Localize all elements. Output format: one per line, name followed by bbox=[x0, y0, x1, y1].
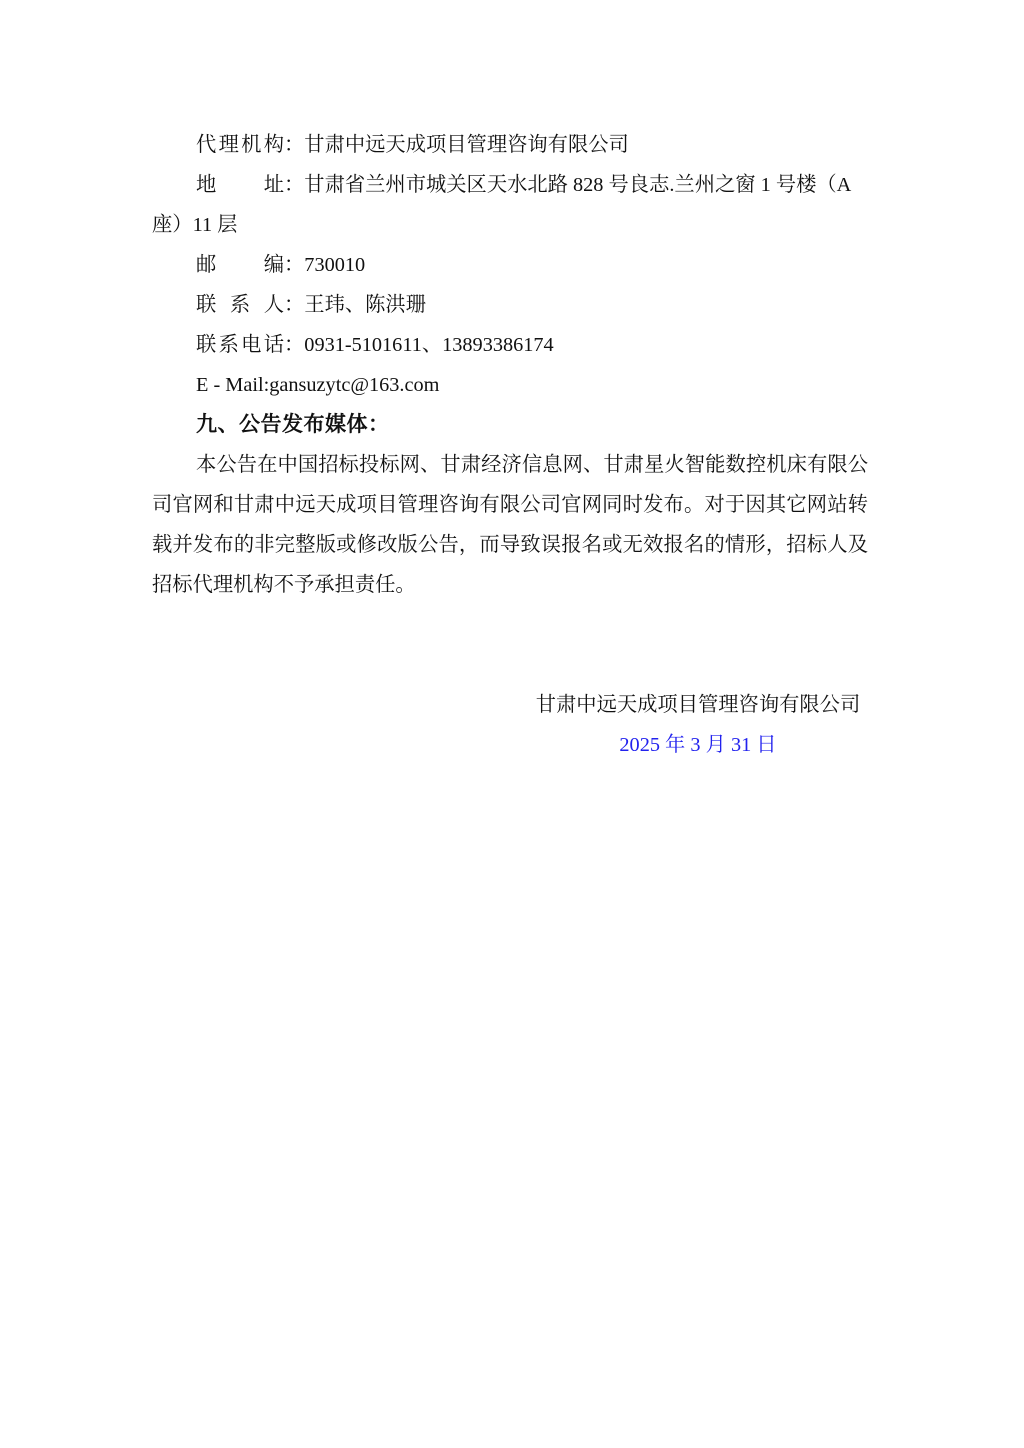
paragraph-line-1: 本公告在中国招标投标网、甘肃经济信息网、甘肃星火智能数控机床有限公 bbox=[196, 454, 868, 476]
postal-code-line bbox=[152, 245, 868, 285]
signature-date: 2025 年 3 月 31 日 bbox=[619, 734, 777, 756]
contact-person-value: 王玮、陈洪珊 bbox=[304, 294, 426, 316]
spacer-line bbox=[152, 605, 868, 645]
contact-person-label: 联系人 bbox=[196, 294, 284, 316]
address-line-1 bbox=[152, 165, 868, 205]
postal-code-value: 730010 bbox=[304, 254, 366, 276]
email-line bbox=[152, 365, 868, 405]
agency-colon: ： bbox=[284, 134, 305, 156]
address-line-2 bbox=[152, 205, 868, 245]
agency-line bbox=[152, 125, 868, 165]
paragraph-line-3: 载并发布的非完整版或修改版公告，而导致误报名或无效报名的情形，招标人及 bbox=[152, 534, 868, 556]
spacer-line bbox=[152, 645, 868, 685]
address-label: 地址 bbox=[196, 174, 284, 196]
agency-label: 代理机构 bbox=[196, 134, 284, 156]
postal-code-colon: ： bbox=[284, 254, 305, 276]
signature-company: 甘肃中远天成项目管理咨询有限公司 bbox=[535, 694, 861, 716]
document-body bbox=[152, 125, 868, 765]
phone-line bbox=[152, 325, 868, 365]
paragraph-line-4: 招标代理机构不予承担责任。 bbox=[152, 574, 416, 596]
section-nine-heading: 九、公告发布媒体： bbox=[196, 413, 390, 436]
address-value-part1: 甘肃省兰州市城关区天水北路 828 号良志.兰州之窗 1 号楼（A bbox=[304, 174, 852, 196]
signature-block bbox=[528, 685, 868, 765]
address-value-part2: 座）11 层 bbox=[152, 214, 238, 236]
email-value: gansuzytc@163.com bbox=[269, 374, 440, 396]
contact-person-line bbox=[152, 285, 868, 325]
address-colon: ： bbox=[284, 174, 305, 196]
postal-code-label: 邮编 bbox=[196, 254, 284, 276]
phone-value: 0931-5101611、13893386174 bbox=[304, 334, 554, 356]
phone-label: 联系电话 bbox=[196, 334, 284, 356]
paragraph-line-2: 司官网和甘肃中远天成项目管理咨询有限公司官网同时发布。对于因其它网站转 bbox=[152, 494, 868, 516]
email-label: E - Mail: bbox=[196, 374, 270, 396]
agency-value: 甘肃中远天成项目管理咨询有限公司 bbox=[304, 134, 629, 156]
phone-colon: ： bbox=[284, 334, 305, 356]
contact-person-colon: ： bbox=[284, 294, 305, 316]
